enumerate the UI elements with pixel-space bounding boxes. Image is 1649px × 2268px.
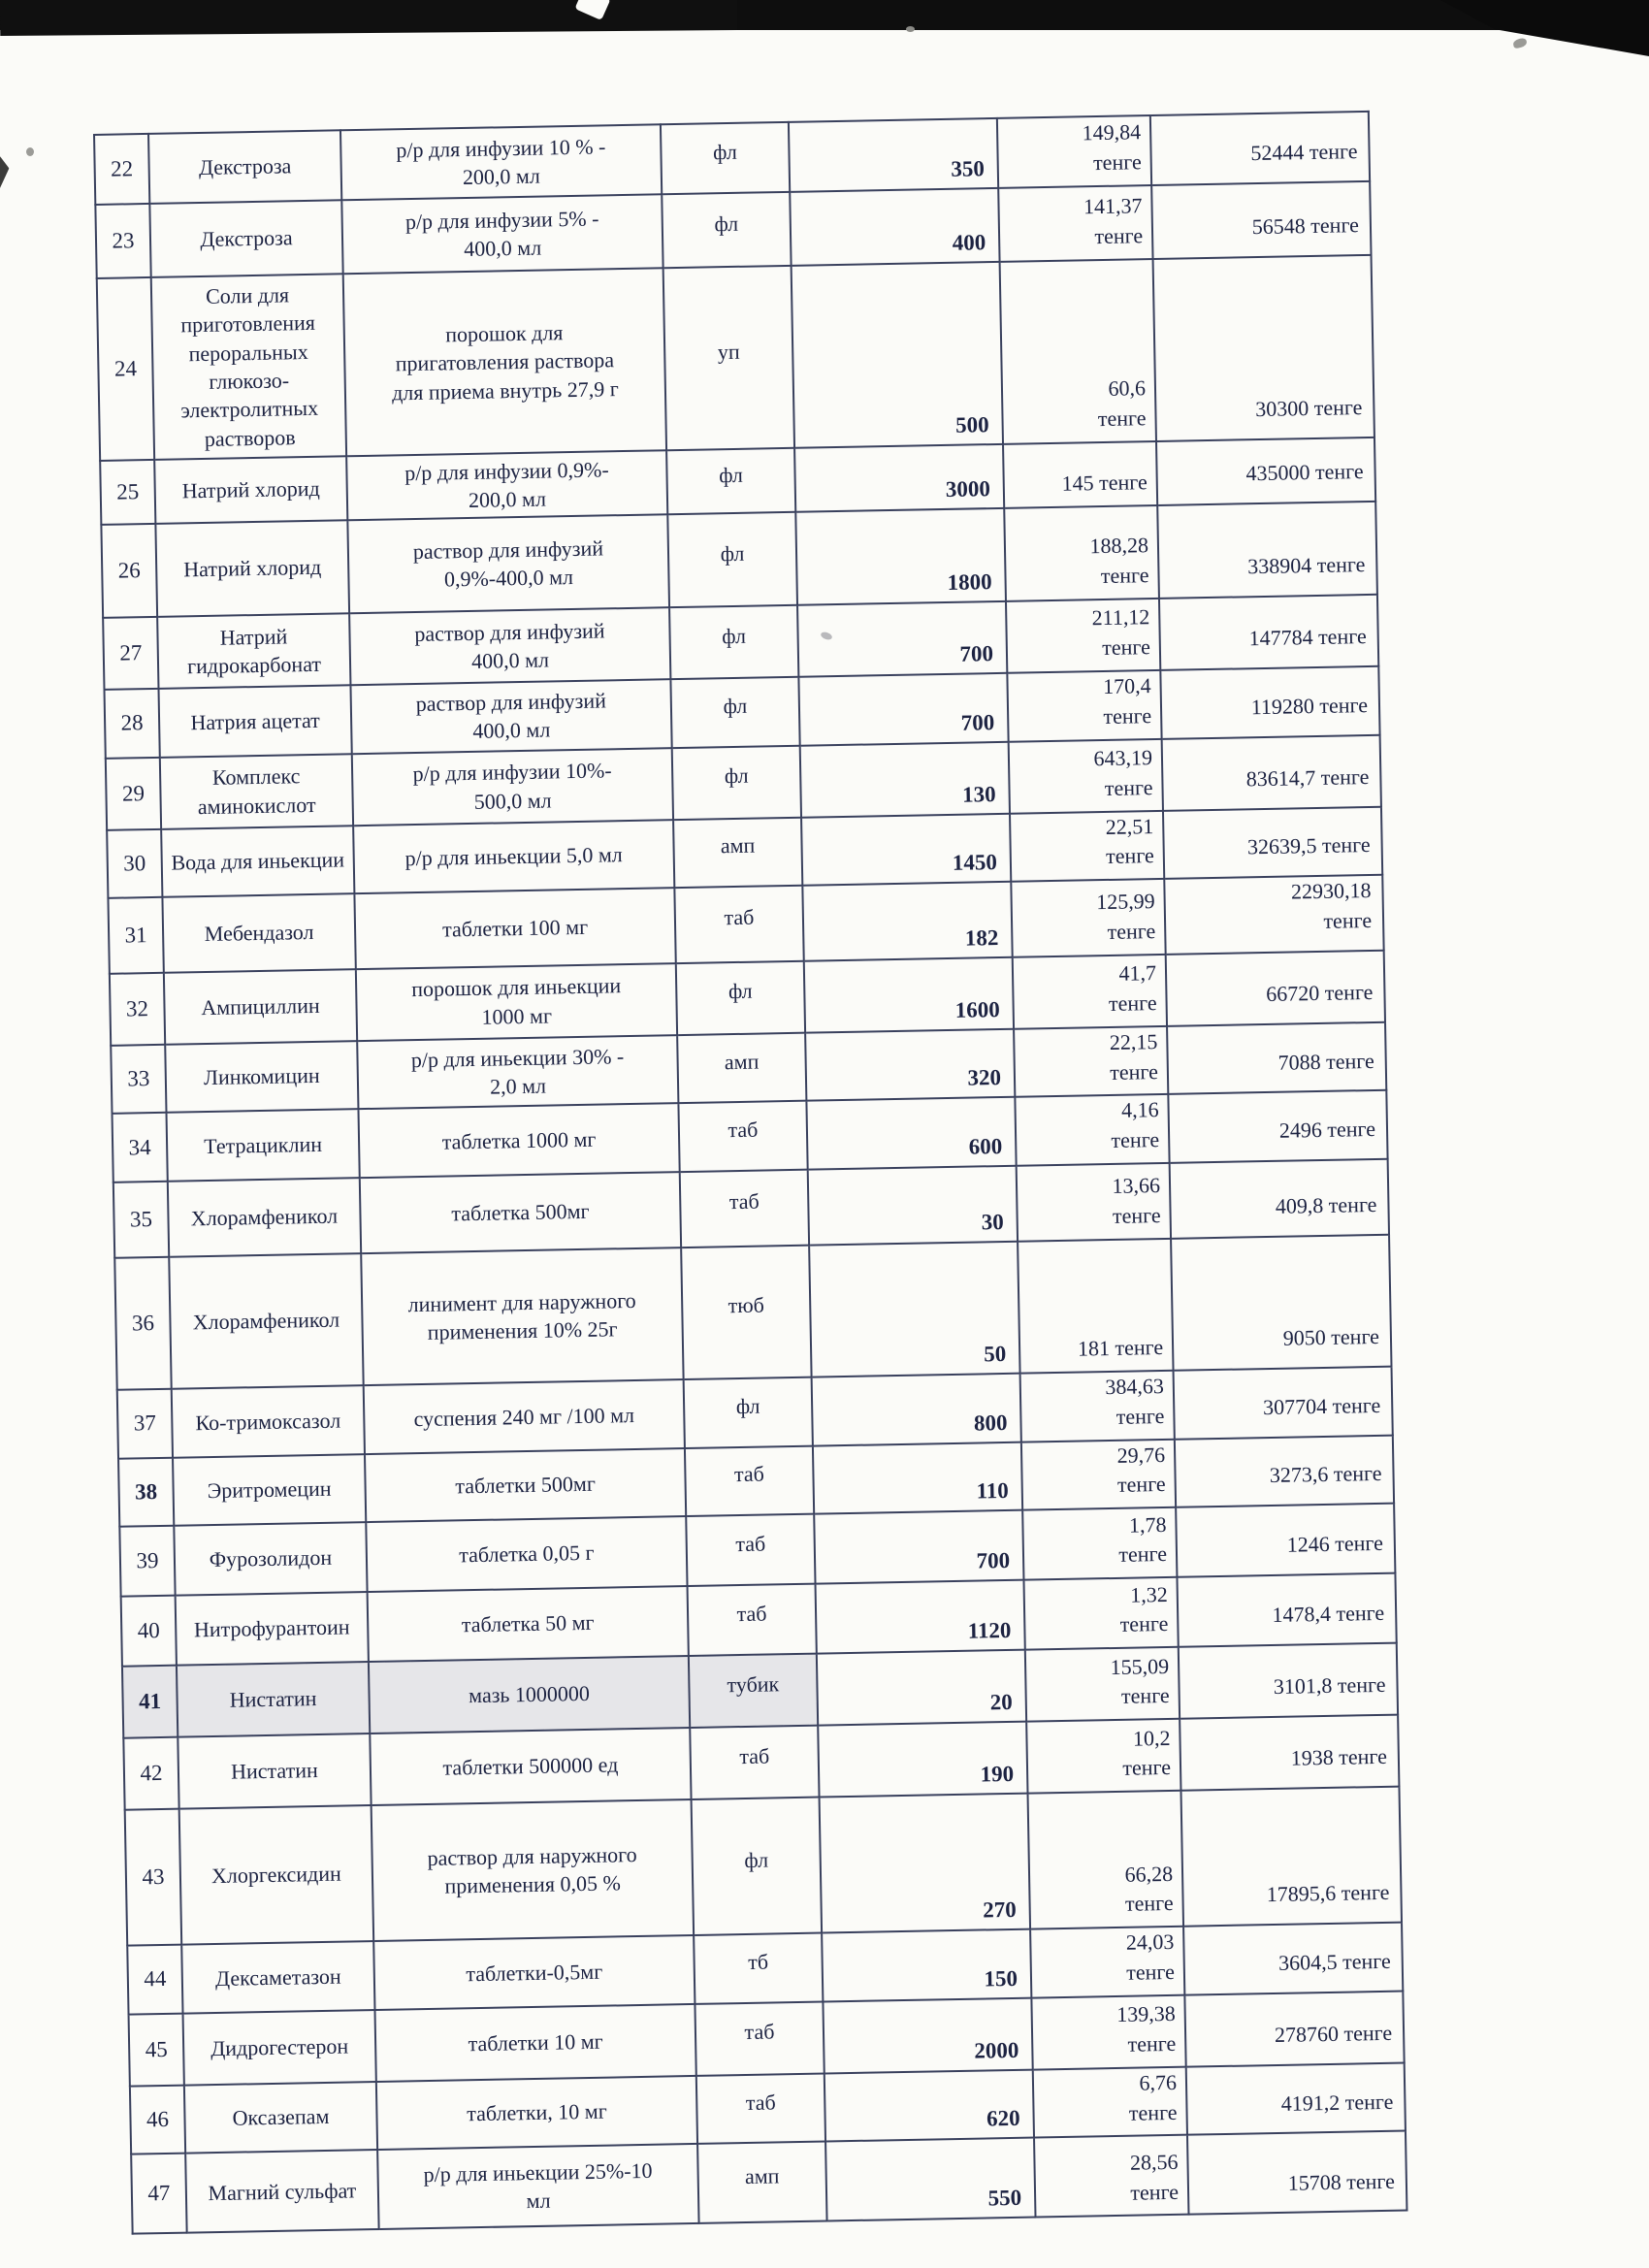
cell-unit-price: 384,63 тенге [1020,1371,1175,1442]
cell-name: Хлорамфеникол [169,1253,363,1389]
cell-name: Ампициллин [164,969,357,1045]
cell-number: 26 [101,524,157,618]
cell-form: раствор для инфузий 400,0 мл [349,607,670,685]
cell-quantity: 30 [808,1166,1018,1246]
cell-unit: фл [670,677,799,748]
cell-total: 3273,6 тенге [1175,1435,1394,1507]
cell-total: 338904 тенге [1157,502,1377,599]
cell-form: порошок для иньекции 1000 мг [356,963,677,1041]
cell-quantity: 320 [805,1029,1015,1102]
cell-unit-price: 29,76 тенге [1021,1439,1176,1509]
cell-quantity: 270 [820,1794,1031,1933]
cell-quantity: 600 [806,1097,1016,1170]
cell-quantity: 182 [802,882,1012,961]
scan-artifact-speck [906,26,915,32]
cell-quantity: 550 [825,2138,1035,2221]
cell-name: Магний сульфат [185,2150,378,2233]
cell-unit-price: 4,16 тенге [1015,1094,1169,1165]
cell-number: 31 [108,897,163,974]
cell-total: 278760 тенге [1184,1991,1404,2066]
table-row [97,255,1374,461]
cell-unit-price: 28,56 тенге [1034,2135,1188,2218]
cell-name: Нитрофурантоин [176,1592,369,1666]
cell-unit-price: 141,37 тенге [998,185,1152,262]
cell-form: линимент для наружного применения 10% 25г [361,1247,683,1385]
cell-form: таблетки 10 мг [374,2004,695,2082]
cell-name: Линкомицин [165,1041,358,1113]
scan-artifact-speck [1512,37,1528,49]
cell-unit-price: 22,15 тенге [1014,1026,1168,1097]
cell-unit: амп [673,817,802,888]
cell-number: 41 [122,1666,178,1738]
cell-quantity: 150 [822,1929,1031,2002]
cell-number: 36 [114,1257,171,1390]
cell-name: Хлоргексидин [179,1805,374,1945]
cell-number: 47 [131,2154,186,2234]
cell-number: 28 [105,689,160,759]
cell-unit: таб [678,1101,807,1172]
cell-total: 3101,8 тенге [1179,1643,1398,1719]
cell-number: 27 [103,617,158,690]
cell-quantity: 50 [809,1242,1019,1377]
cell-form: таблетка 50 мг [368,1586,689,1662]
cell-unit-price: 170,4 тенге [1007,670,1161,741]
cell-form: р/р для инфузии 10%- 500,0 мл [352,748,673,826]
cell-quantity: 400 [790,188,999,266]
medication-price-table [93,111,1407,2235]
cell-unit-price: 22,51 тенге [1010,810,1164,881]
cell-number: 45 [129,2013,184,2086]
cell-total: 119280 тенге [1160,666,1379,739]
cell-unit: тб [694,1933,823,2004]
cell-number: 46 [130,2085,185,2155]
cell-form: р/р для инфузии 5% - 400,0 мл [341,194,663,274]
cell-quantity: 3000 [794,444,1004,512]
cell-name: Нистатин [177,1662,370,1737]
cell-number: 39 [119,1526,175,1597]
cell-total: 22930,18 тенге [1164,875,1383,955]
cell-name: Натрий гидрокарбонат [157,613,350,689]
cell-unit-price: 155,09 тенге [1025,1647,1180,1722]
cell-total: 83614,7 тенге [1162,734,1381,810]
cell-total: 3604,5 тенге [1183,1923,1403,1995]
cell-form: раствор для инфузий 0,9%-400,0 мл [347,514,669,613]
cell-unit: фл [692,1798,823,1935]
cell-unit: таб [686,1514,815,1586]
cell-form: раствор для инфузий 400,0 мл [350,679,671,754]
cell-form: таблетки 500000 ед [370,1728,691,1805]
cell-form: р/р для иньекции 30% - 2,0 мл [357,1035,678,1110]
cell-total: 56548 тенге [1151,181,1371,259]
cell-unit: амп [677,1032,806,1103]
cell-quantity: 190 [818,1722,1027,1798]
cell-form: р/р для иньекции 5,0 мл [353,820,674,894]
cell-total: 1478,4 тенге [1177,1573,1396,1647]
cell-form: таблетки, 10 мг [376,2076,697,2151]
table-row [114,1235,1391,1390]
cell-name: Фурозолидон [174,1522,367,1596]
cell-unit: таб [695,2001,824,2075]
cell-form: суспения 240 мг /100 мл [364,1379,685,1454]
cell-number: 38 [118,1457,174,1527]
cell-total: 30300 тенге [1153,255,1374,441]
cell-total: 7088 тенге [1167,1022,1386,1095]
cell-unit: таб [696,2073,825,2144]
cell-number: 30 [107,828,162,898]
cell-unit: фл [669,605,798,679]
cell-number: 23 [95,204,150,278]
cell-unit: фл [661,122,790,194]
cell-name: Декстроза [149,200,342,277]
cell-total: 147784 тенге [1159,595,1378,670]
cell-number: 35 [113,1182,169,1258]
cell-name: Мебендазол [162,893,355,972]
cell-name: Декстроза [148,130,341,204]
medication-price-table-body [94,112,1406,2234]
cell-unit-price: 139,38 тенге [1031,1994,1185,2069]
cell-total: 2496 тенге [1168,1090,1387,1163]
cell-unit-price: 13,66 тенге [1017,1163,1171,1242]
cell-number: 37 [117,1389,173,1459]
cell-number: 22 [94,134,149,205]
cell-unit: таб [690,1726,819,1799]
cell-total: 17895,6 тенге [1180,1787,1402,1927]
cell-name: Эритромецин [173,1454,366,1526]
cell-quantity: 110 [813,1442,1022,1514]
cell-unit-price: 60,6 тенге [1000,259,1156,444]
cell-unit-price: 145 тенге [1003,441,1157,508]
cell-name: Тетрациклин [167,1110,360,1182]
cell-unit-price: 10,2 тенге [1026,1719,1180,1794]
cell-number: 34 [113,1113,168,1183]
cell-form: таблетки-0,5мг [373,1935,695,2010]
cell-name: Дексаметазон [181,1941,374,2013]
cell-total: 4191,2 тенге [1186,2062,1406,2135]
cell-unit-price: 1,32 тенге [1023,1577,1178,1650]
cell-quantity: 1450 [801,813,1011,886]
cell-number: 40 [121,1596,177,1667]
cell-quantity: 130 [800,741,1010,817]
cell-quantity: 1120 [816,1580,1025,1654]
cell-unit-price: 181 тенге [1018,1239,1173,1374]
cell-form: таблетка 0,05 г [366,1516,687,1592]
cell-quantity: 20 [817,1650,1026,1726]
cell-unit: уп [663,266,794,450]
cell-total: 409,8 тенге [1170,1159,1389,1239]
cell-number: 32 [110,973,165,1046]
cell-form: таблетки 500мг [365,1448,686,1523]
scan-artifact-speck [26,147,34,156]
cell-form: таблетка 1000 мг [358,1103,679,1178]
cell-unit-price: 188,28 тенге [1004,505,1159,601]
cell-quantity: 1600 [804,957,1014,1033]
cell-number: 29 [106,757,161,829]
cell-unit: фл [667,512,797,607]
cell-form: порошок для пригатовления раствора для приема внутрь 27,9 г [343,268,666,456]
cell-unit-price: 1,78 тенге [1022,1507,1177,1580]
cell-total: 9050 тенге [1171,1235,1391,1371]
cell-number: 24 [97,277,154,461]
cell-quantity: 620 [824,2069,1034,2142]
cell-quantity: 700 [797,601,1007,677]
cell-number: 25 [100,460,155,525]
cell-unit: фл [662,192,791,268]
cell-form: р/р для инфузии 0,9%- 200,0 мл [346,450,667,520]
cell-total: 52444 тенге [1150,112,1370,185]
cell-quantity: 350 [789,118,998,192]
cell-form: р/р для иньекции 25%-10 мл [377,2144,698,2229]
cell-quantity: 700 [798,673,1008,746]
cell-total: 15708 тенге [1187,2131,1406,2215]
cell-number: 33 [111,1045,166,1115]
cell-name: Нистатин [178,1733,371,1809]
cell-name: Натрий хлорид [155,520,349,617]
table-row [125,1787,1402,1946]
cell-name: Натрия ацетат [158,685,351,757]
cell-total: 307704 тенге [1174,1367,1393,1440]
cell-unit-price: 125,99 тенге [1011,879,1165,956]
cell-quantity: 1800 [795,508,1006,605]
cell-name: Ко-тримоксазол [172,1385,365,1457]
cell-unit-price: 6,76 тенге [1033,2066,1187,2137]
cell-unit: амп [697,2142,826,2223]
cell-unit: таб [674,886,803,963]
cell-form: р/р для инфузии 10 % - 200,0 мл [340,124,662,200]
cell-quantity: 2000 [823,1997,1032,2073]
cell-unit-price: 211,12 тенге [1006,599,1160,673]
cell-name: Комплекс аминокислот [160,754,353,829]
cell-number: 43 [125,1809,182,1946]
cell-name: Соли для приготовления пероральных глюкозо- электролитных растворов [151,274,346,460]
cell-unit-price: 66,28 тенге [1028,1791,1184,1929]
cell-form: таблетка 500мг [360,1172,681,1253]
cell-unit: фл [666,448,795,514]
cell-unit: фл [684,1377,813,1448]
cell-unit: таб [685,1445,814,1516]
cell-unit: фл [676,960,805,1034]
scan-artifact-top-bar-left [0,0,737,36]
cell-name: Вода для иньекции [161,826,354,897]
cell-unit: фл [672,745,801,819]
cell-unit-price: 41,7 тенге [1013,955,1167,1029]
cell-unit: таб [688,1584,817,1656]
cell-total: 1246 тенге [1176,1504,1395,1577]
cell-unit-price: 149,84 тенге [997,115,1151,188]
cell-unit-price: 643,19 тенге [1009,739,1163,814]
cell-unit-price: 24,03 тенге [1030,1927,1184,1997]
cell-form: таблетки 100 мг [354,888,675,969]
cell-total: 66720 тенге [1166,951,1385,1026]
cell-unit: тюб [681,1246,811,1379]
cell-total: 1938 тенге [1180,1715,1399,1791]
cell-quantity: 800 [812,1374,1021,1446]
cell-name: Натрий хлорид [154,456,347,524]
cell-unit: таб [680,1170,809,1247]
cell-number: 44 [127,1945,182,2015]
cell-name: Оксазепам [184,2082,377,2154]
cell-total: 32639,5 тенге [1163,806,1382,879]
cell-quantity: 700 [814,1510,1023,1584]
cell-number: 42 [123,1737,178,1810]
cell-form: раствор для наружного применения 0,05 % [372,1799,695,1941]
cell-name: Дидрогестерон [183,2010,376,2086]
cell-unit: тубик [689,1654,818,1728]
scan-artifact-page-fold [0,144,15,247]
cell-form: мазь 1000000 [369,1656,690,1733]
cell-total: 435000 тенге [1156,437,1375,505]
cell-name: Хлорамфеникол [168,1178,361,1257]
cell-quantity: 500 [792,262,1003,448]
